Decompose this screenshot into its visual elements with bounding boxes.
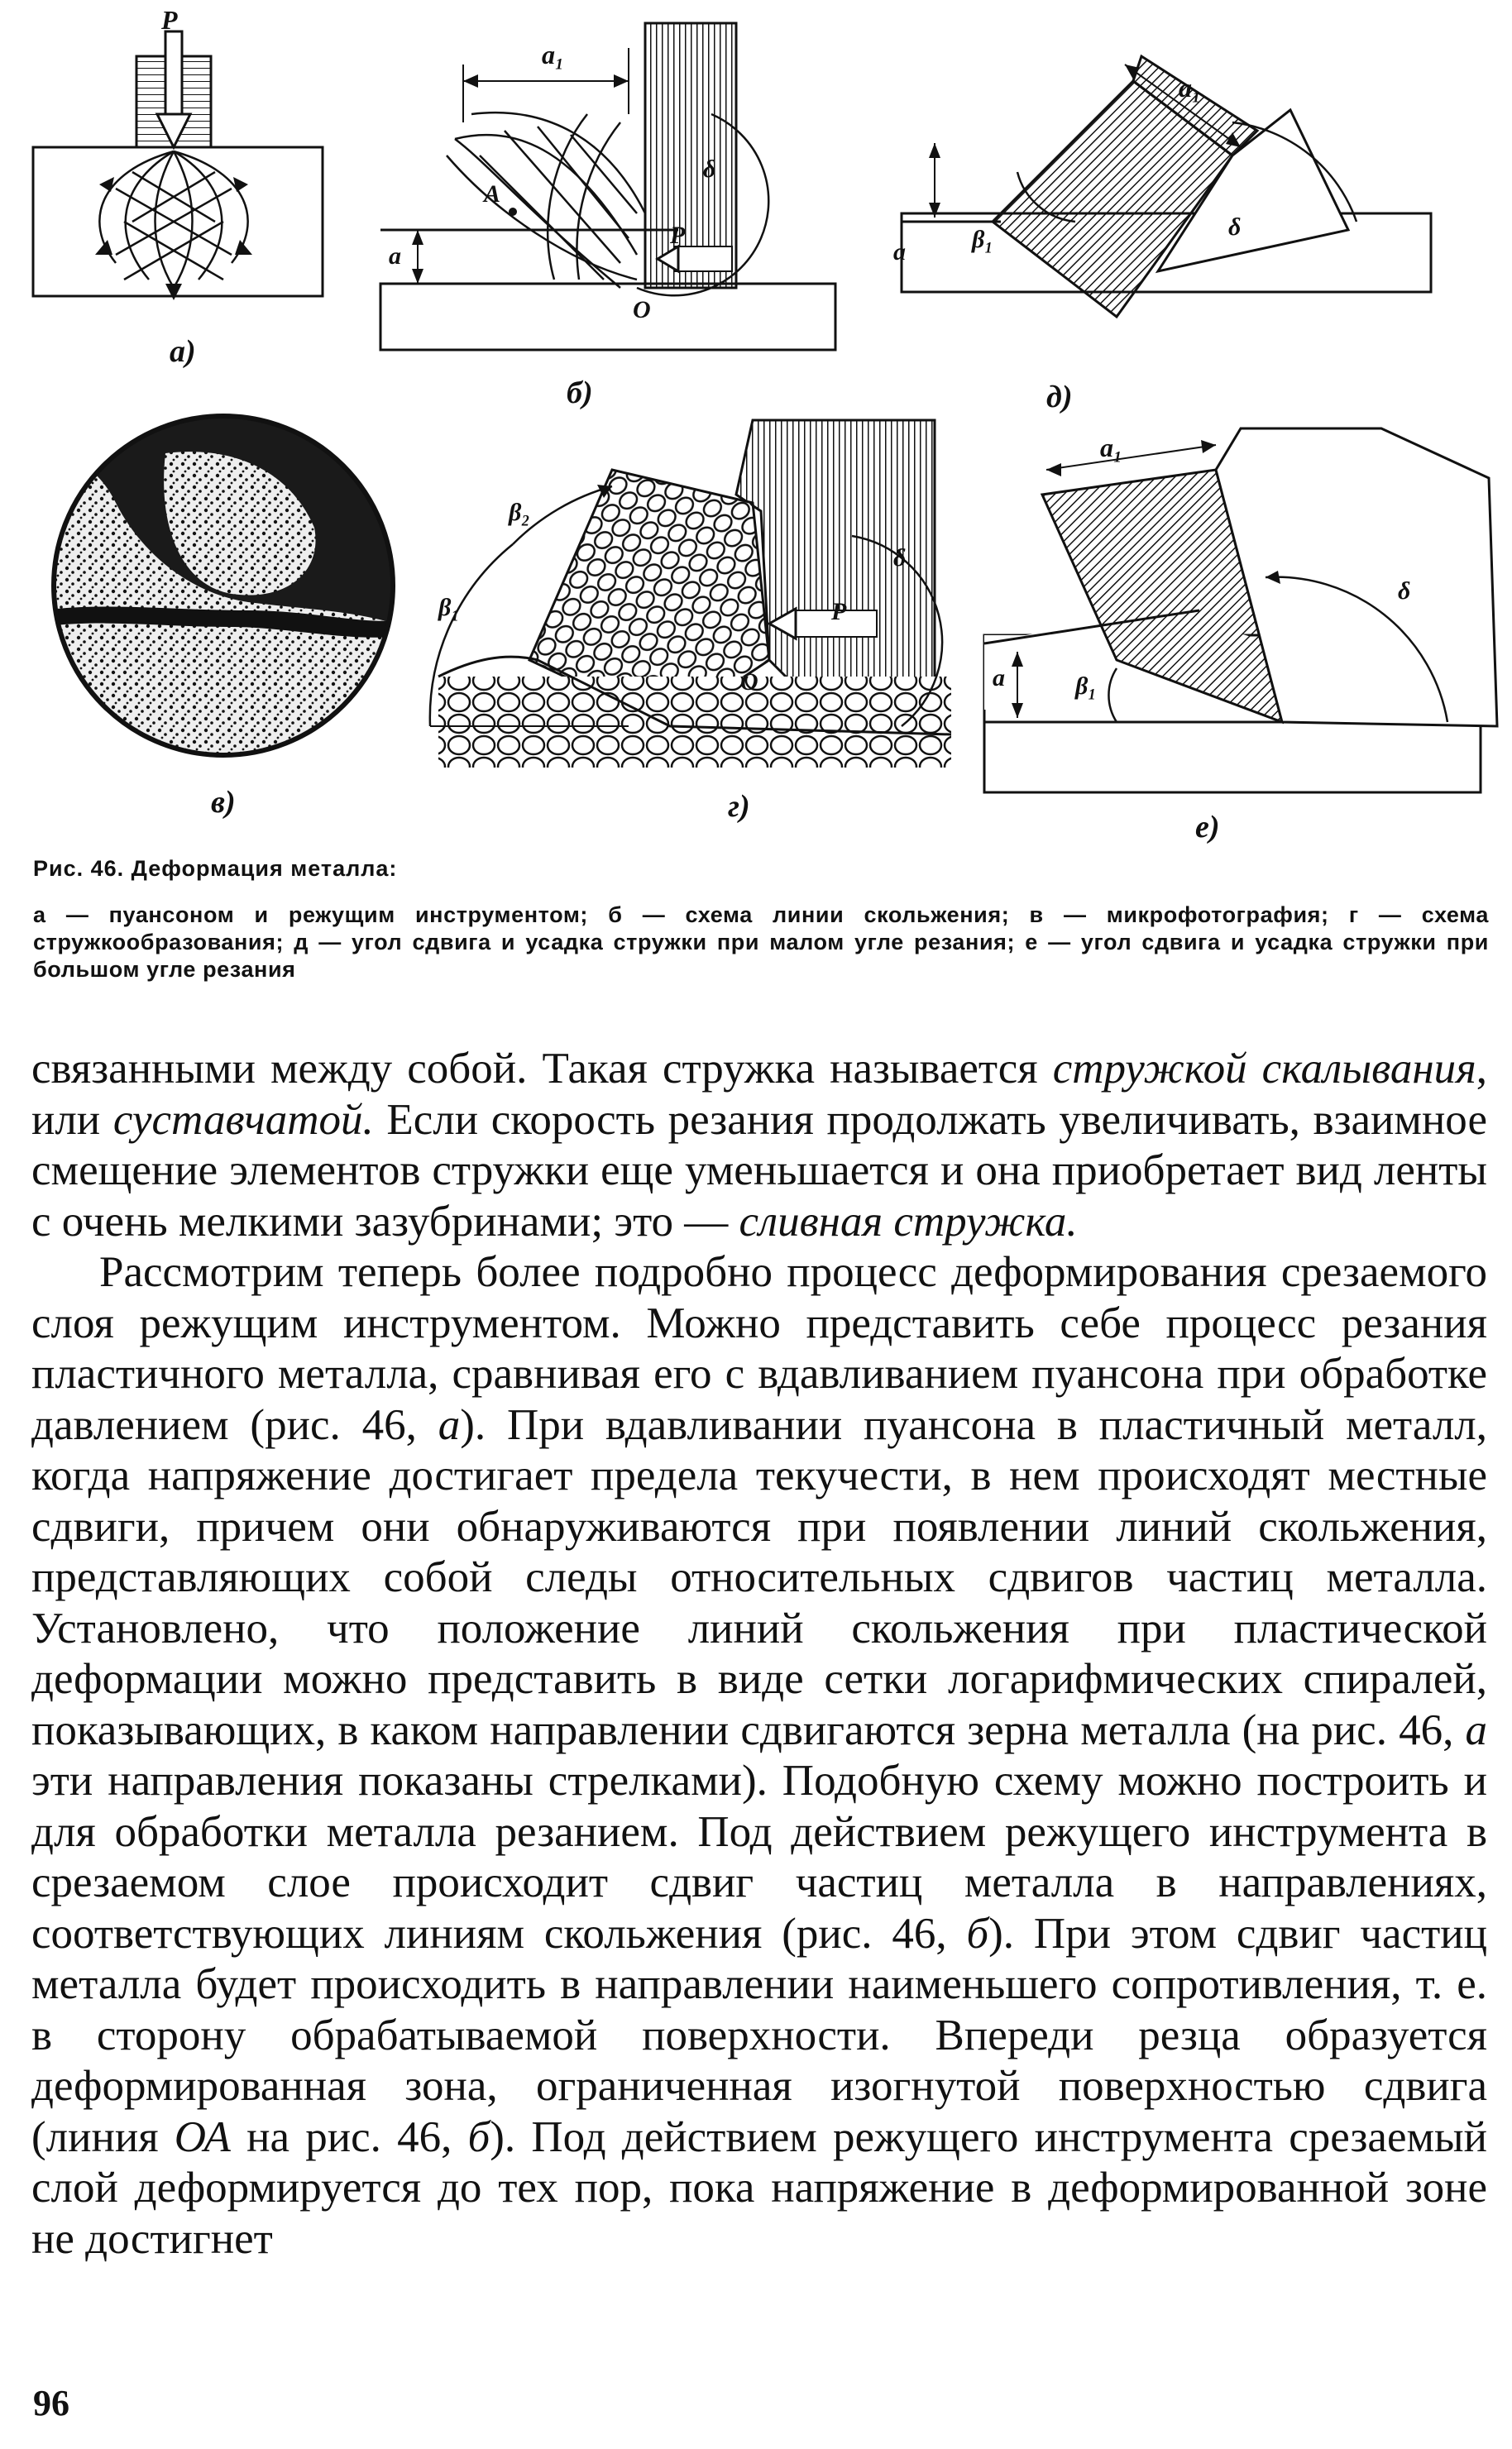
paragraph-2 [31,1247,1487,2265]
panel-d-delta-label: δ [1228,213,1242,241]
term-italic: сливная стружка. [739,1197,1078,1246]
panel-e-drawing [968,412,1497,809]
panel-e-delta-label: δ [1398,577,1411,605]
panel-b-angle-label: δ [703,155,716,183]
text-span: , или [31,1045,1487,1144]
ref-italic: ОА [174,2112,231,2161]
text-span: на рис. 46, [230,2112,468,2161]
figure-46 [25,5,1489,844]
text-span: Рассмотрим теперь более подробно процесс деформирования срезаемого слоя режущим инструментом. Можно представить себе процесс резания пластичного металла, сравнивая его с вдавливанием пуансона при обработке давлением (рис. 46, [31,1248,1487,1449]
panel-b-drawing [372,15,844,379]
ref-italic: б [966,1909,989,1958]
panel-e-dim-label: a₁ [1100,433,1123,462]
text-span: ). При вдавливании пуансона в пластичный металл, когда напряжение достигает предела текучести, в нем происходят местные сдвиги, причем они обнаруживаются при появлении линий скольжения, представляющих собой следы относительных сдвигов частиц металла. Установлено, что положение линий скольжения при пластической деформации можно представить в виде сетки логарифмических спиралей, показывающих, в каком направлении сдвигаются зерна металла (на рис. 46, [31,1400,1487,1754]
text-span: ). При этом сдвиг частиц металла будет происходить в направлении наименьшего сопротивления, т. е. в сторону обрабатываемой поверхности. Впереди резца образуется деформированная зона, ограниченная изогнутой поверхностью сдвига (линия [31,1909,1487,2161]
panel-b-dim-label: a₁ [542,40,565,69]
panel-a-drawing [25,15,339,346]
ref-italic: б [467,2112,490,2161]
panel-g-beta2-label: β₂ [509,499,530,526]
panel-d-dim-label: a₁ [1179,73,1202,103]
text-span: связанными между собой. Такая стружка называется [31,1045,1053,1093]
panel-b-point-o: O [633,296,651,323]
panel-v-micrograph [41,404,405,768]
panel-e-beta-label: β₁ [1075,672,1097,700]
panel-b-point-a: A [484,180,501,208]
panel-g-beta1-label: β₁ [438,594,460,621]
panel-a-label: a) [170,334,196,369]
panel-g-label: г) [728,789,750,824]
panel-e-label: е) [1195,810,1220,844]
term-italic: стружкой скалывания [1052,1045,1476,1093]
ref-italic: а [1465,1705,1487,1754]
body-text [31,1044,1487,2265]
panel-g-drawing [422,412,959,792]
text-span: Если скорость резания продолжать увеличивать, взаимное смещение элементов стружки еще уменьшается и она приобретает вид ленты с очень мелкими зазубринами; это — [31,1095,1487,1246]
paragraph-1 [31,1044,1487,1247]
panel-a-force-label: P [161,5,178,35]
panel-d-label: д) [1046,380,1073,414]
panel-d-beta-label: β₁ [972,226,993,253]
panel-b-label: б) [567,375,593,410]
panel-g-angle-label: δ [893,544,907,572]
text-span: эти направления показаны стрелками). Подобную схему можно построить и для обработки металла резанием. Под действием режущего инструмента в срезаемом слое происходит сдвиг частиц металла в направлениях, соответствующих линиям скольжения (рис. 46, [31,1757,1487,1958]
term-italic: суставчатой. [112,1095,374,1144]
panel-d-thick-label: a [893,238,906,265]
figure-caption-legend: а — пуансоном и режущим инструментом; б — схема линии скольжения; в — микрофотография; г — схема стружкообразования; д — угол сдвига и усадка стружки при малом угле резания; е — угол сдвига и усадка стружки при большом угле резания [33,902,1489,982]
figure-caption-title: Рис. 46. Деформация металла: [33,856,398,881]
ref-italic: а [438,1400,461,1449]
page-number: 96 [33,2383,69,2423]
panel-b-thick-label: a [389,242,401,270]
panel-v-label: в) [211,785,236,820]
text-span: ). Под действием режущего инструмента срезаемый слой деформируется до тех пор, пока напряжение в деформированной зоне не достигнет [31,2112,1487,2263]
panel-g-force-label: P [831,598,847,625]
panel-e-thick-label: a [993,664,1005,691]
panel-g-point-o: O [740,668,758,696]
panel-b-force-label: P [670,222,686,249]
